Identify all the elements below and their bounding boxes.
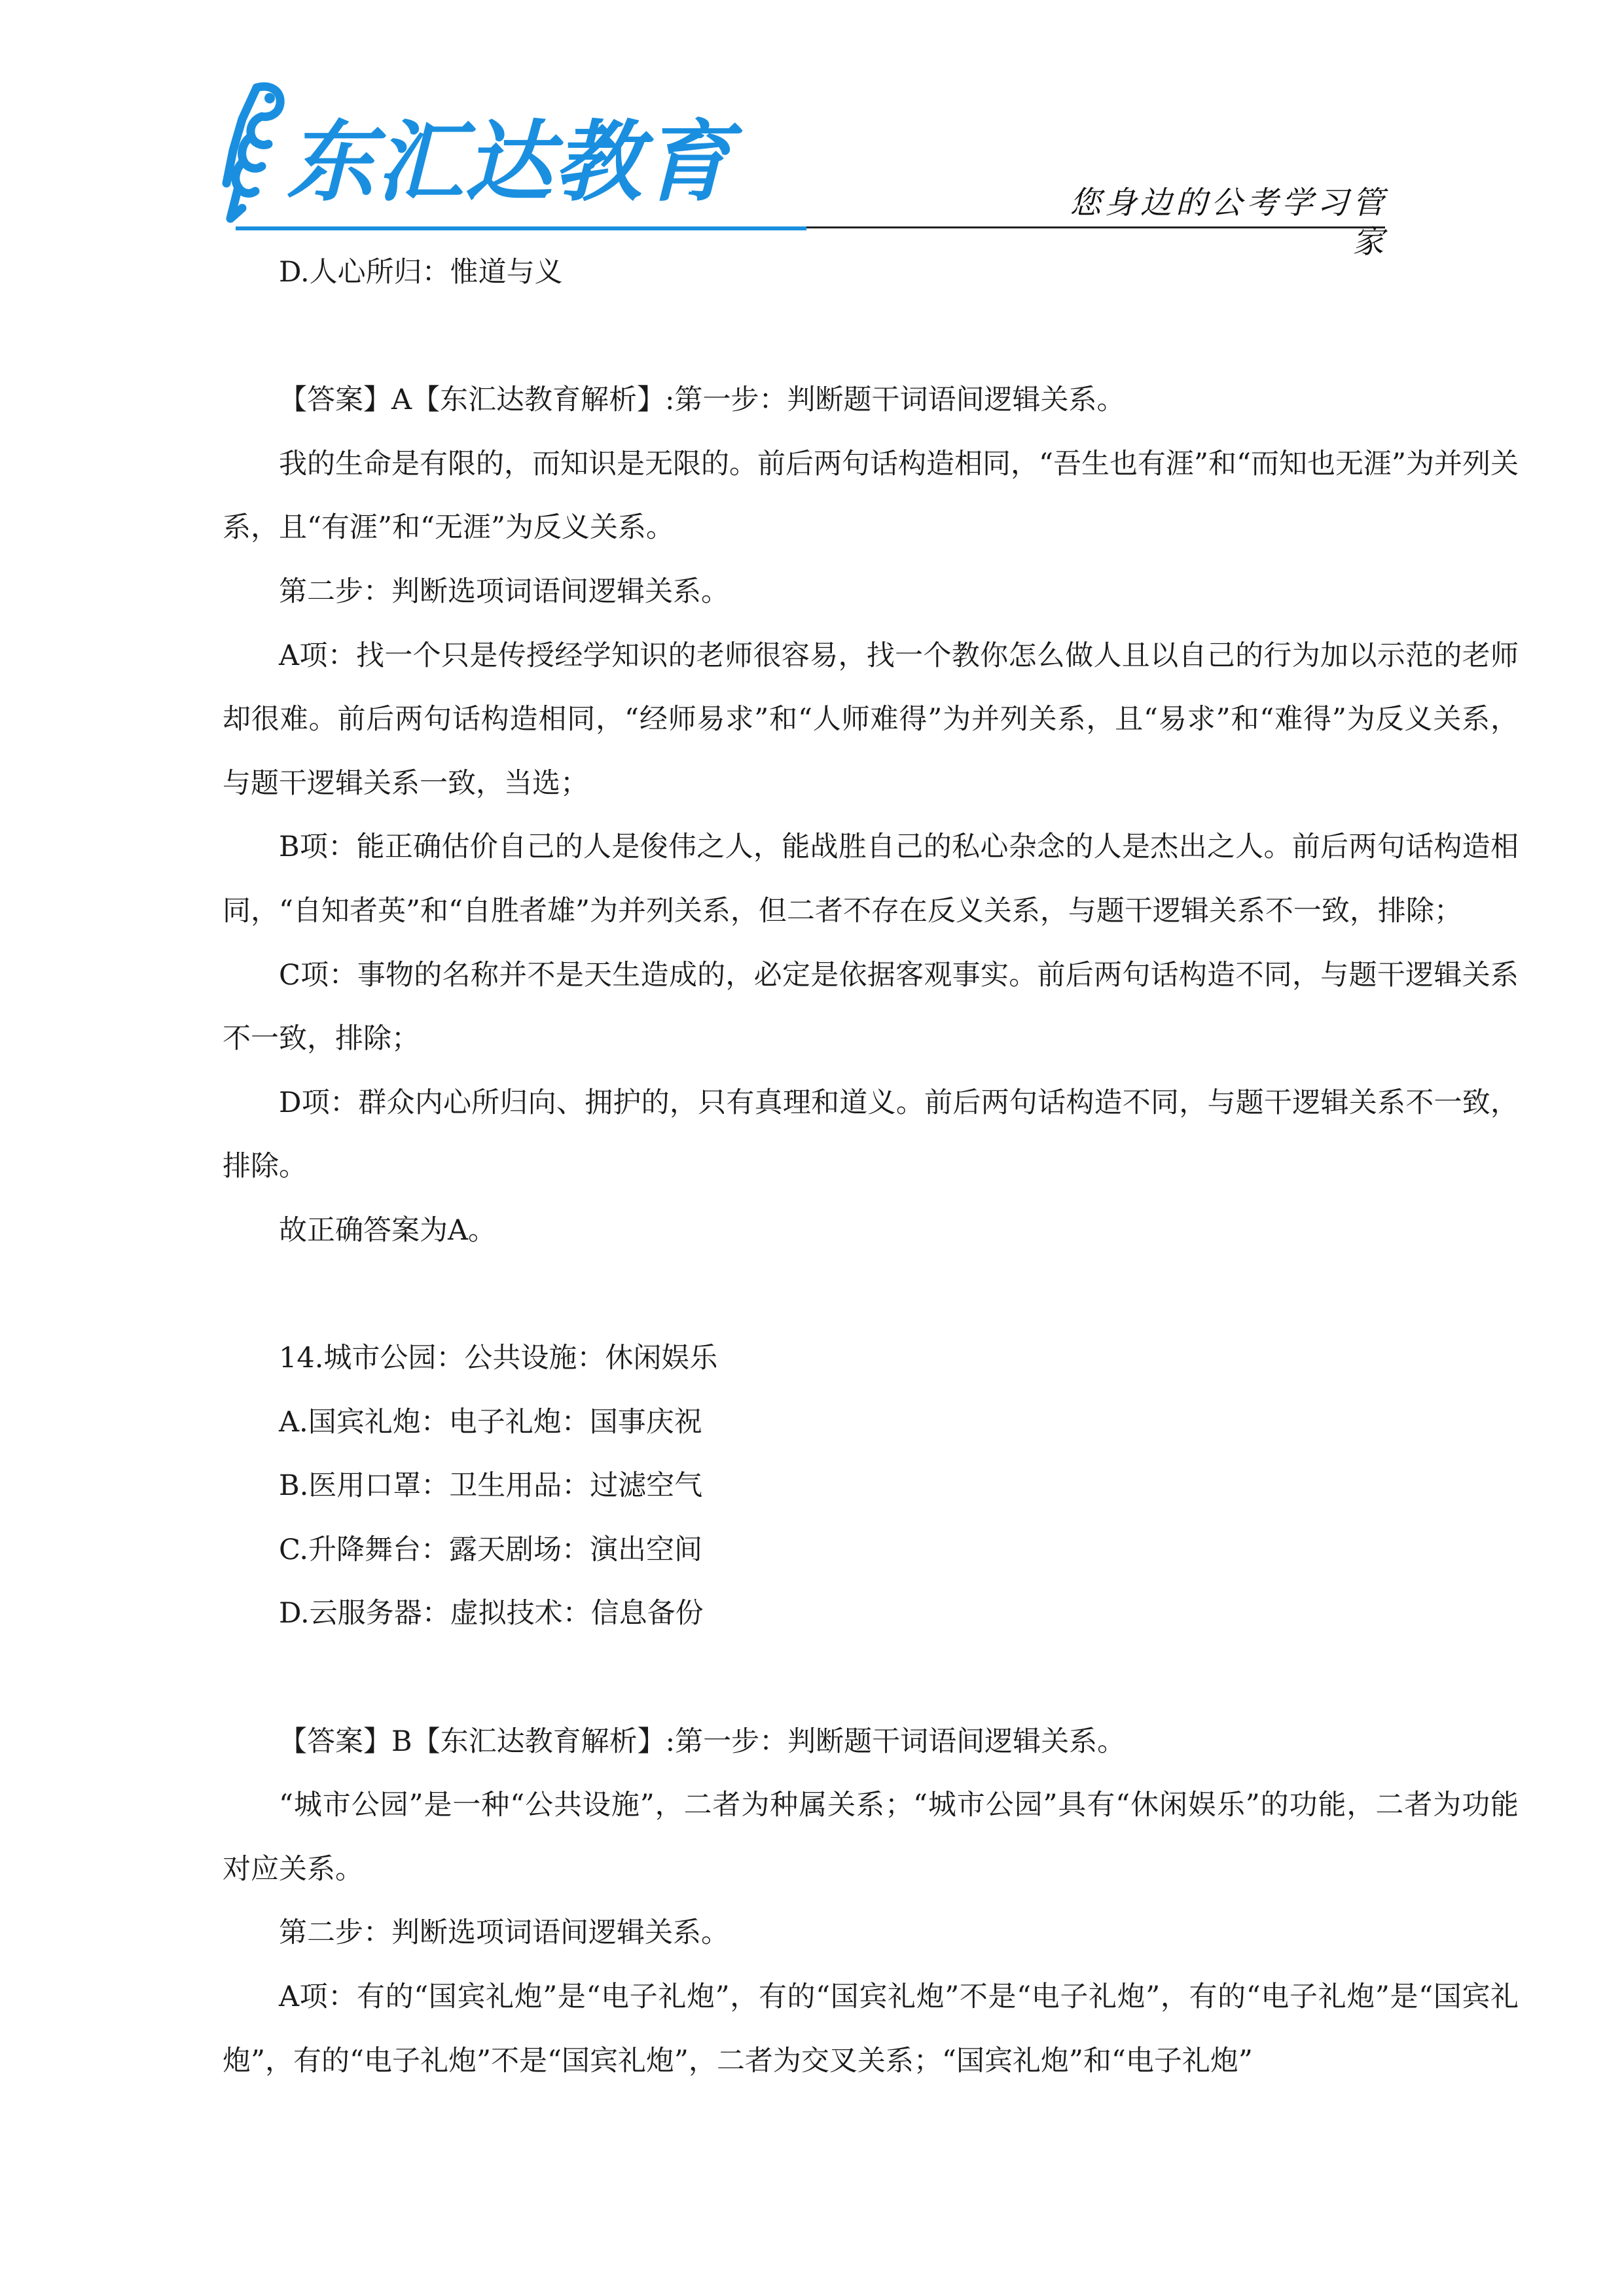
question-option-c: C.升降舞台：露天剧场：演出空间 bbox=[279, 1533, 703, 1566]
analysis-step: 第二步：判断选项词语间逻辑关系。 bbox=[279, 575, 729, 608]
blank-line bbox=[223, 305, 1519, 369]
page-body bbox=[223, 241, 1519, 2093]
analysis-paragraph: “城市公园”是一种“公共设施”，二者为种属关系；“城市公园”具有“休闲娱乐”的功能，二者为功能对应关系。 bbox=[223, 1789, 1519, 1886]
question-option-b: B.医用口罩：卫生用品：过滤空气 bbox=[279, 1469, 703, 1503]
analysis-step: 第二步：判断选项词语间逻辑关系。 bbox=[279, 1916, 729, 1950]
blank-line bbox=[223, 1646, 1519, 1710]
page-header bbox=[0, 0, 1624, 260]
analysis-option-b: B项：能正确估价自己的人是俊伟之人，能战胜自己的私心杂念的人是杰出之人。前后两句话构造相同，“自知者英”和“自胜者雄”为并列关系，但二者不存在反义关系，与题干逻辑关系不一致，排除； bbox=[223, 831, 1519, 927]
blank-line bbox=[223, 1263, 1519, 1327]
question-stem: 14.城市公园：公共设施：休闲娱乐 bbox=[279, 1342, 718, 1375]
question-option-d: D.云服务器：虚拟技术：信息备份 bbox=[279, 1597, 704, 1630]
analysis-option-a: A项：有的“国宾礼炮”是“电子礼炮”，有的“国宾礼炮”不是“电子礼炮”，有的“电子礼炮”是“国宾礼炮”，有的“电子礼炮”不是“国宾礼炮”，二者为交叉关系；“国宾礼炮”和“电子礼炮” bbox=[223, 1981, 1519, 2077]
question-option-a: A.国宾礼炮：电子礼炮：国事庆祝 bbox=[279, 1405, 702, 1439]
slogan: 您身边的公考学习管家 bbox=[1069, 185, 1388, 260]
analysis-option-d: D项：群众内心所归向、拥护的，只有真理和道义。前后两句话构造不同，与题干逻辑关系不一致，排除。 bbox=[223, 1086, 1519, 1183]
pencil-logo-icon bbox=[216, 79, 295, 236]
answer-heading: 【答案】A【东汇达教育解析】:第一步：判断题干词语间逻辑关系。 bbox=[279, 384, 1125, 417]
analysis-option-c: C项：事物的名称并不是天生造成的，必定是依据客观事实。前后两句话构造不同，与题干逻辑关系不一致，排除； bbox=[223, 958, 1519, 1056]
option-line: D.人心所归：惟道与义 bbox=[279, 256, 563, 289]
analysis-paragraph: 我的生命是有限的，而知识是无限的。前后两句话构造相同，“吾生也有涯”和“而知也无涯”为并列关系，且“有涯”和“无涯”为反义关系。 bbox=[223, 447, 1519, 545]
answer-heading: 【答案】B【东汇达教育解析】:第一步：判断题干词语间逻辑关系。 bbox=[279, 1725, 1126, 1758]
analysis-option-a: A项：找一个只是传授经学知识的老师很容易，找一个教你怎么做人且以自己的行为加以示范的老师却很难。前后两句话构造相同，“经师易求”和“人师难得”为并列关系，且“易求”和“难得”为反义关系，与题干逻辑关系一致，当选； bbox=[223, 639, 1519, 800]
analysis-conclusion: 故正确答案为A。 bbox=[279, 1213, 497, 1247]
header-rule-blue bbox=[236, 226, 806, 230]
brand-logo-text: 东汇达教育 bbox=[287, 111, 732, 213]
